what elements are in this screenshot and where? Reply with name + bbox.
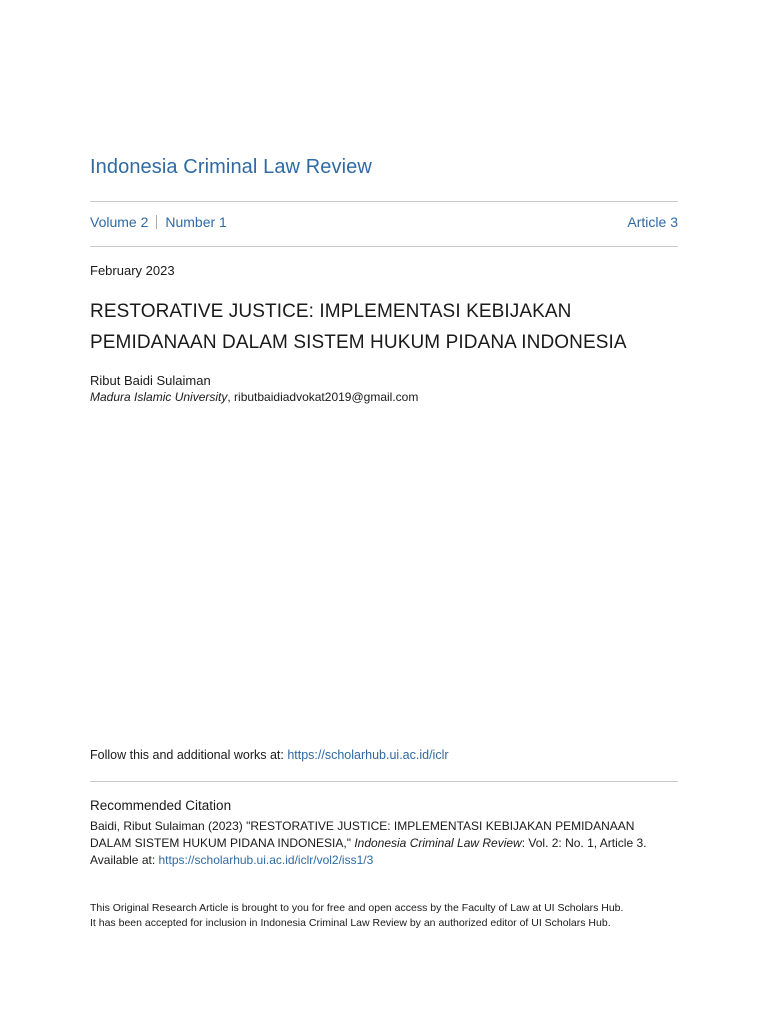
author-email: , ributbaidiadvokat2019@gmail.com [227,390,419,404]
citation-line-2 [90,835,678,852]
footer-line-2: It has been accepted for inclusion in Indonesia Criminal Law Review by an authorized editor of UI Scholars Hub. [90,917,611,929]
issue-bar [90,214,678,230]
divider-bottom [90,781,678,782]
volume-link[interactable]: Volume 2 [90,214,149,230]
citation-journal: Indonesia Criminal Law Review [354,836,522,850]
article-title-line-1: RESTORATIVE JUSTICE: IMPLEMENTASI KEBIJAKAN [90,301,572,322]
citation-line-1: Baidi, Ribut Sulaiman (2023) "RESTORATIVE JUSTICE: IMPLEMENTASI KEBIJAKAN PEMIDANAAN [90,819,635,833]
citation-url-link[interactable]: https://scholarhub.ui.ac.id/iclr/vol2/iss1/3 [158,853,374,867]
follow-line [90,748,449,762]
article-title-line-2: PEMIDANAAN DALAM SISTEM HUKUM PIDANA INDONESIA [90,332,627,353]
follow-url-link[interactable]: https://scholarhub.ui.ac.id/iclr [287,748,449,762]
citation-text [90,818,678,869]
citation-line-3 [90,852,678,869]
divider-middle [90,246,678,247]
issue-left [90,214,227,230]
recommended-citation-heading: Recommended Citation [90,798,232,813]
author-institution: Madura Islamic University [90,390,228,404]
footer-line-1: This Original Research Article is brought to you for free and open access by the Faculty of Law at UI Scholars Hub. [90,902,624,914]
article-title [90,296,678,358]
article-link[interactable]: Article 3 [627,214,678,230]
citation-line-2-prefix: DALAM SISTEM HUKUM PIDANA INDONESIA," [90,836,355,850]
journal-title-link[interactable]: Indonesia Criminal Law Review [90,156,372,178]
author-affiliation [90,390,418,404]
citation-line-2-suffix: : Vol. 2: No. 1, Article 3. [521,836,647,850]
issue-separator [156,215,157,229]
cover-page [90,0,678,1024]
follow-text: Follow this and additional works at: [90,748,288,762]
author-name: Ribut Baidi Sulaiman [90,373,211,388]
divider-top [90,201,678,202]
number-link[interactable]: Number 1 [165,214,227,230]
publication-date: February 2023 [90,263,175,278]
citation-available-label: Available at: [90,853,159,867]
footer-note [90,901,678,931]
